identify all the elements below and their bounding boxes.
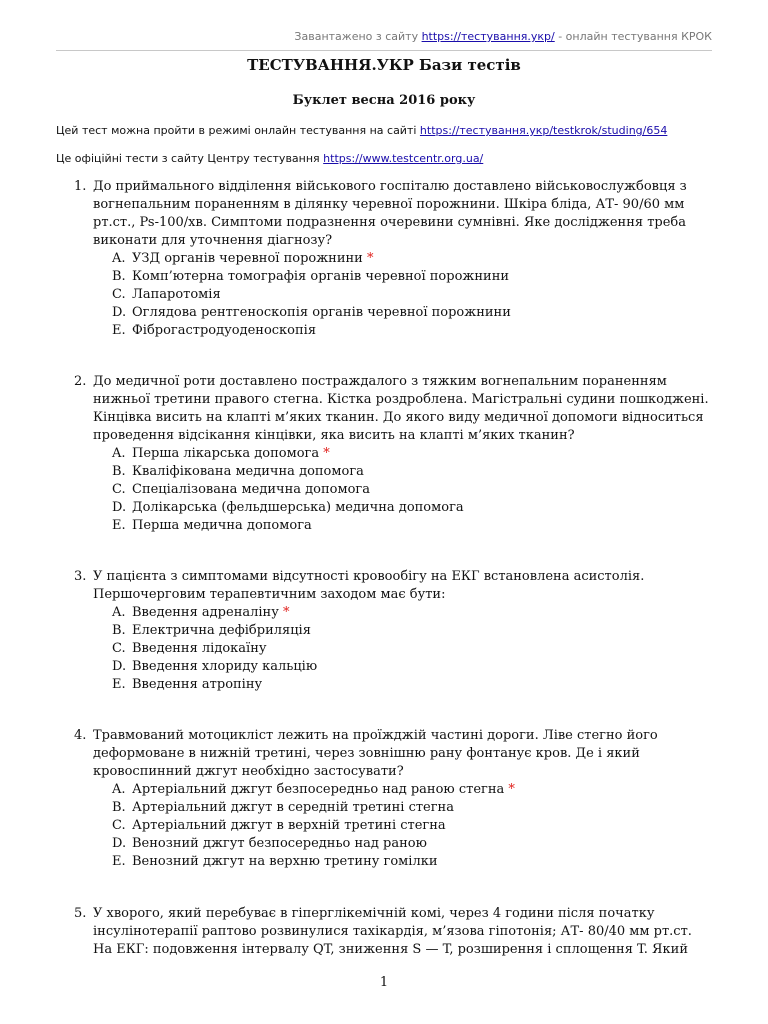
- option-e: E. Венозний джгут на верхню третину гомілки: [112, 854, 438, 869]
- question-number: 3.: [74, 569, 87, 584]
- question-text: У хворого, який перебуває в гіперглікемічній комі, через 4 години після початку інсулінотерапії раптово розвинулися тахікардія, м’язова гіпотонія; АТ- 80/40 мм рт.ст. На ЕКГ: подовження інтервалу QT, зниження S — T, розширення і сплощення T. Який: [93, 906, 692, 957]
- option-c: C. Артеріальний джгут в верхній третині стегна: [112, 818, 446, 833]
- question-3: [56, 568, 712, 694]
- option-a: A. Артеріальний джгут безпосередньо над раною стегна *: [112, 782, 515, 797]
- option-a: A. Введення адреналіну *: [112, 605, 290, 620]
- question-text: До приймального відділення військового госпіталю доставлено військовослужбовця з вогнепальним пораненням в ділянку черевної порожнини. Шкіра бліда, АТ- 90/60 мм рт.ст., Ps-100/хв. Симптоми подразнення очеревини сумнівні. Яке дослідження треба виконати для уточнення діагнозу?: [93, 179, 687, 248]
- option-b: B. Електрична дефібриляція: [112, 623, 311, 638]
- option-c: C. Лапаротомія: [112, 287, 221, 302]
- download-source-note: Завантажено з сайту https://тестування.укр/ - онлайн тестування КРОК: [294, 30, 712, 43]
- correct-answer-marker: *: [508, 782, 515, 797]
- question-text: До медичної роти доставлено постраждалого з тяжким вогнепальним пораненням нижньої третини правого стегна. Кістка роздроблена. Магістральні судини пошкоджені. Кінцівка висить на клапті м’яких тканин. До якого виду медичної допомоги відноситься проведення відсікання кінцівки, яка висить на клапті м’яких тканин?: [93, 374, 709, 443]
- official-tests-note: Це офіційні тести з сайту Центру тестування https://www.testcentr.org.ua/: [56, 152, 484, 165]
- option-e: E. Перша медична допомога: [112, 518, 312, 533]
- option-d: D. Венозний джгут безпосередньо над раною: [112, 836, 427, 851]
- correct-answer-marker: *: [282, 605, 290, 620]
- option-c: C. Спеціалізована медична допомога: [112, 482, 370, 497]
- option-c: C. Введення лідокаїну: [112, 641, 267, 656]
- option-d: D. Введення хлориду кальцію: [112, 659, 318, 674]
- correct-answer-marker: *: [366, 251, 374, 266]
- option-a: A. Перша лікарська допомога *: [112, 446, 330, 461]
- correct-answer-marker: *: [323, 446, 330, 461]
- site-link[interactable]: https://тестування.укр/: [421, 30, 555, 43]
- booklet-subtitle: Буклет весна 2016 року: [292, 93, 476, 108]
- question-4: [56, 727, 712, 871]
- question-number: 5.: [74, 906, 87, 921]
- question-2: [56, 373, 712, 535]
- page-title: ТЕСТУВАННЯ.УКР Бази тестів: [247, 56, 521, 74]
- option-e: E. Введення атропіну: [112, 677, 263, 692]
- online-test-link[interactable]: https://тестування.укр/testkrok/studing/654: [419, 124, 668, 137]
- question-text: У пацієнта з симптомами відсутності кровообігу на ЕКГ встановлена асистолія. Першочерговим терапевтичним заходом має бути:: [93, 569, 645, 602]
- question-number: 1.: [74, 179, 87, 194]
- online-test-note: Цей тест можна пройти в режимі онлайн тестування на сайті https://тестування.укр/testkrok/studing/654: [56, 124, 668, 137]
- option-a: A. УЗД органів черевної порожнини *: [112, 251, 374, 266]
- question-number: 2.: [74, 374, 87, 389]
- option-b: B. Артеріальний джгут в середній третині стегна: [112, 800, 454, 815]
- option-d: D. Оглядова рентгеноскопія органів черевної порожнини: [112, 305, 511, 320]
- header-divider: [56, 50, 712, 51]
- testcentr-link[interactable]: https://www.testcentr.org.ua/: [323, 152, 484, 165]
- option-b: B. Комп’ютерна томографія органів черевної порожнини: [112, 269, 510, 284]
- question-text: Травмований мотоцикліст лежить на проїжджій частині дороги. Ліве стегно його деформоване в нижній третині, через зовнішню рану фонтанує кров. Де і який кровоспинний джгут необхідно застосувати?: [93, 728, 658, 779]
- option-e: E. Фіброгастродуоденоскопія: [112, 323, 317, 338]
- page-number: 1: [379, 975, 389, 990]
- question-number: 4.: [74, 728, 87, 743]
- question-5: [56, 905, 712, 959]
- option-d: D. Долікарська (фельдшерська) медична допомога: [112, 500, 464, 515]
- question-1: [56, 178, 712, 340]
- option-b: B. Кваліфікована медична допомога: [112, 464, 364, 479]
